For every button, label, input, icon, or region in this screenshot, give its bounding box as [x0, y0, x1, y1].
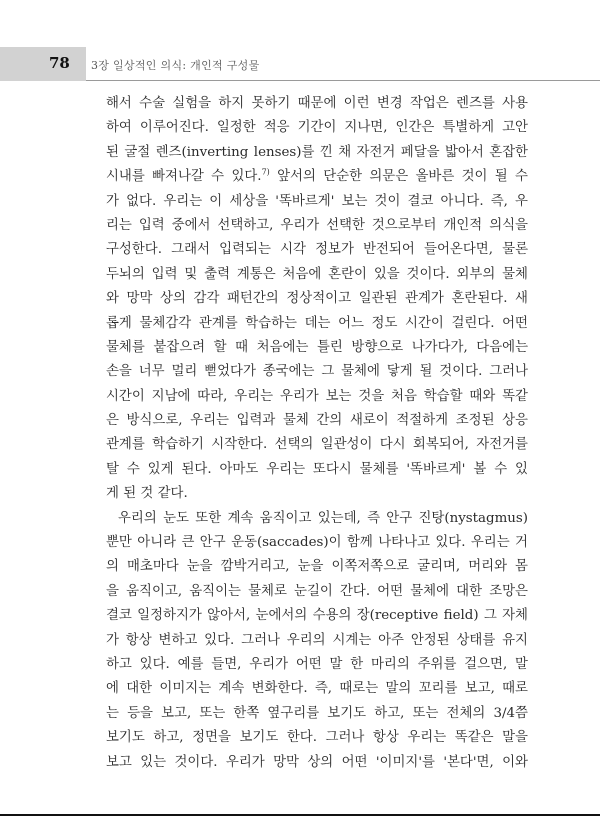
- text-line: 해서 수술 실험을 하지 못하기 때문에 이런 변경 작업은 렌즈를 사용: [106, 96, 528, 111]
- text-segment: 시내를 빠져나갈 수 있다.: [106, 169, 262, 185]
- page-number: 78: [49, 54, 70, 72]
- text-line: 게 된 것 같다.: [106, 486, 188, 502]
- text-line: 은 방식으로, 우리는 입력과 물체 간의 새로이 적절하게 조정된 상응: [106, 413, 528, 429]
- text-line: [106, 165, 528, 189]
- text-line: 하여 이루어진다. 일정한 적응 기간이 지나면, 인간은 특별하게 고안: [106, 120, 528, 136]
- text-line: 된 굴절 렌즈(inverting lenses)를 낀 채 자전거 페달을 밟아서 혼잡한: [106, 144, 528, 160]
- chapter-title: 3장 일상적인 의식: 개인적 구성물: [91, 59, 260, 72]
- page-number-tab: [0, 47, 86, 81]
- text-line: 보기도 하고, 정면을 보기도 한다. 그러나 항상 우리는 똑같은 말을: [106, 730, 528, 746]
- text-line: 손을 너무 멀리 뻗었다가 종국에는 그 물체에 닿게 될 것이다. 그러나: [106, 364, 528, 380]
- bottom-rule: [0, 814, 600, 816]
- text-line: 가 항상 변하고 있다. 그러나 우리의 시계는 아주 안정된 상태를 유지: [106, 632, 528, 648]
- text-segment: 앞서의 단순한 의문은 올바른 것이 될 수: [269, 169, 528, 185]
- text-line: 두뇌의 입력 및 출력 계통은 처음에 혼란이 있을 것이다. 외부의 물체: [106, 266, 528, 282]
- footnote-marker: 7): [261, 167, 270, 177]
- text-line: 하고 있다. 예를 들면, 우리가 어떤 말 한 마리의 주위를 걸으면, 말: [106, 656, 528, 672]
- text-line: 는 등을 보고, 또는 한쪽 옆구리를 보기도 하고, 또는 전체의 3/4쯤: [106, 705, 528, 721]
- text-line: 의 매초마다 눈을 깜박거리고, 눈을 이쪽저쪽으로 굴리며, 머리와 몸: [106, 559, 528, 575]
- text-line: 을 움직이고, 움직이는 물체로 눈길이 간다. 어떤 물체에 대한 조망은: [106, 583, 528, 599]
- text-line: 보고 있는 것이다. 우리가 망막 상의 어떤 '이미지'를 '본다'면, 이와: [106, 754, 528, 770]
- text-line-paragraph-start: 우리의 눈도 또한 계속 움직이고 있는데, 즉 안구 진탕(nystagmus): [118, 510, 528, 526]
- text-line: 구성한다. 그래서 입력되는 시각 정보가 반전되어 들어온다면, 물론: [106, 242, 528, 258]
- text-line: 탈 수 있게 된다. 아마도 우리는 또다시 물체를 '똑바르게' 볼 수 있: [106, 461, 528, 477]
- text-line: 리는 입력 중에서 선택하고, 우리가 선택한 것으로부터 개인적 의식을: [106, 217, 528, 233]
- text-line: 와 망막 상의 감각 패턴간의 정상적이고 일관된 관계가 혼란된다. 새: [106, 291, 528, 307]
- header-rule: [86, 80, 600, 81]
- text-line: 관계를 학습하기 시작한다. 선택의 일관성이 다시 회복되어, 자전거를: [106, 437, 528, 453]
- text-line: 시간이 지남에 따라, 우리는 우리가 보는 것을 처음 학습할 때와 똑같: [106, 388, 528, 404]
- text-line: 결코 일정하지가 않아서, 눈에서의 수용의 장(receptive field) 그 자체: [106, 608, 528, 624]
- text-line: 에 대한 이미지는 계속 변화한다. 즉, 때로는 말의 꼬리를 보고, 때로: [106, 681, 528, 697]
- text-line: 물체를 붙잡으려 할 때 처음에는 틀린 방향으로 나가다가, 다음에는: [106, 339, 528, 355]
- body-text: [106, 92, 528, 775]
- text-line: 가 없다. 우리는 이 세상을 '똑바르게' 보는 것이 결코 아니다. 즉, 우: [106, 193, 528, 209]
- text-line: 뿐만 아니라 큰 안구 운동(saccades)이 함께 나타나고 있다. 우리는 거: [106, 535, 528, 551]
- text-line: 롭게 물체감각 관계를 학습하는 데는 어느 정도 시간이 걸린다. 어떤: [106, 315, 528, 331]
